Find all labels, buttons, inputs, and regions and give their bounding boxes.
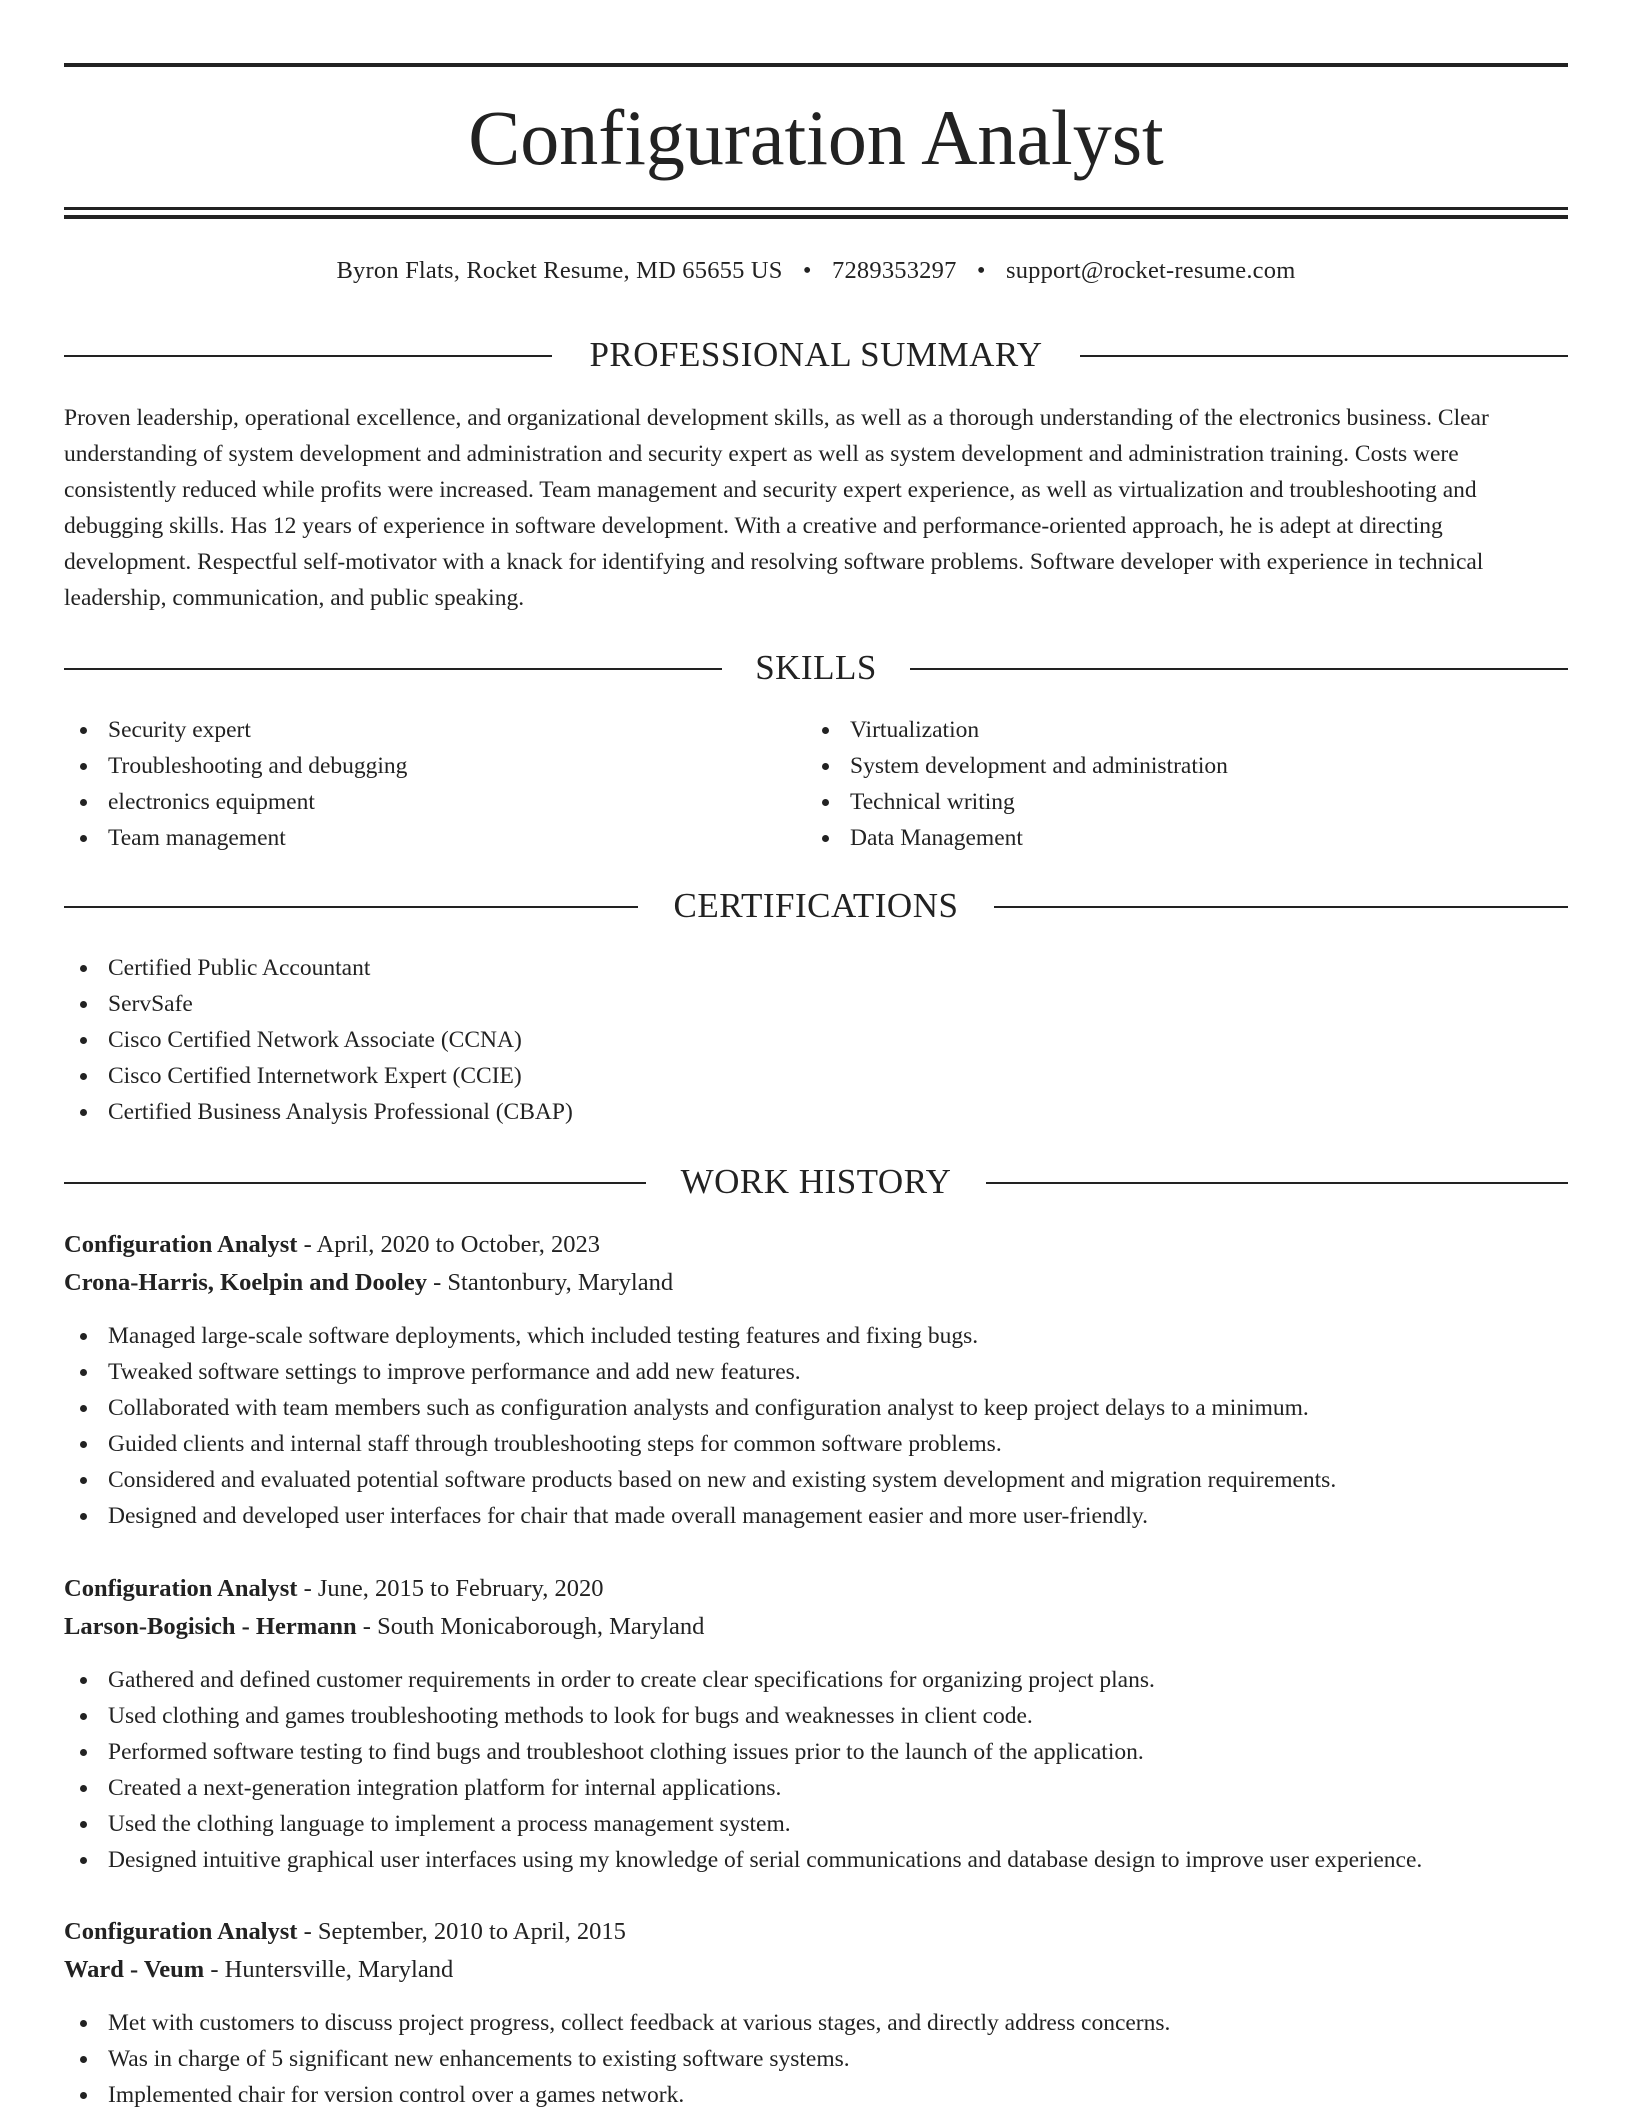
skill-item: Data Management bbox=[806, 820, 1546, 856]
section-title-summary: PROFESSIONAL SUMMARY bbox=[589, 335, 1043, 374]
contact-email: support@rocket-resume.com bbox=[1005, 257, 1296, 284]
job-bullet: Managed large-scale software deployments, which included testing features and fixing bugs. bbox=[64, 1318, 1568, 1354]
skills-list-left bbox=[64, 712, 804, 856]
section-heading-skills bbox=[64, 646, 1568, 690]
job-bullet: Implemented chair for version control over a games network. bbox=[64, 2077, 1568, 2113]
certifications-list bbox=[64, 950, 1568, 1130]
contact-phone: 7289353297 bbox=[832, 257, 957, 284]
job-dates: - September, 2010 to April, 2015 bbox=[297, 1918, 626, 1945]
job-dates: - April, 2020 to October, 2023 bbox=[297, 1231, 600, 1258]
job-location: - South Monicaborough, Maryland bbox=[356, 1613, 705, 1640]
skills-list-right bbox=[806, 712, 1546, 856]
job-entry bbox=[64, 1226, 1568, 1534]
certification-item: Certified Business Analysis Professional (CBAP) bbox=[64, 1094, 1568, 1130]
job-title: Configuration Analyst bbox=[64, 1918, 298, 1945]
job-company: Crona-Harris, Koelpin and Dooley bbox=[64, 1269, 427, 1296]
section-heading-certifications bbox=[64, 884, 1568, 928]
job-company: Larson-Bogisich - Hermann bbox=[64, 1613, 357, 1640]
header-double-rule-upper bbox=[64, 207, 1568, 210]
certification-item: Certified Public Accountant bbox=[64, 950, 1568, 986]
certification-item: Cisco Certified Internetwork Expert (CCIE) bbox=[64, 1058, 1568, 1094]
job-bullet: Created a next-generation integration platform for internal applications. bbox=[64, 1770, 1568, 1806]
job-entry bbox=[64, 1570, 1568, 1878]
job-bullet: Gathered and defined customer requirements in order to create clear specifications for organizing project plans. bbox=[64, 1662, 1568, 1698]
section-title-skills: SKILLS bbox=[755, 648, 877, 687]
job-bullets bbox=[64, 1662, 1568, 1878]
resume-title: Configuration Analyst bbox=[468, 94, 1164, 181]
contact-separator: • bbox=[976, 257, 986, 284]
contact-address: Byron Flats, Rocket Resume, MD 65655 US bbox=[336, 257, 783, 284]
contact-line bbox=[64, 254, 1568, 288]
job-bullet: Designed intuitive graphical user interfaces using my knowledge of serial communications and database design to improve user experience. bbox=[64, 1842, 1568, 1878]
job-bullet: Tweaked software settings to improve performance and add new features. bbox=[64, 1354, 1568, 1390]
job-bullets bbox=[64, 2005, 1568, 2113]
contact-separator: • bbox=[802, 257, 812, 284]
job-title: Configuration Analyst bbox=[64, 1575, 298, 1602]
job-bullet: Guided clients and internal staff through troubleshooting steps for common software problems. bbox=[64, 1426, 1568, 1462]
job-company-line bbox=[64, 1608, 1568, 1646]
job-dates: - June, 2015 to February, 2020 bbox=[297, 1575, 604, 1602]
skill-item: Team management bbox=[64, 820, 804, 856]
skill-item: Virtualization bbox=[806, 712, 1546, 748]
job-bullet: Considered and evaluated potential software products based on new and existing system development and migration requirements. bbox=[64, 1462, 1568, 1498]
job-bullet: Was in charge of 5 significant new enhancements to existing software systems. bbox=[64, 2041, 1568, 2077]
job-title-line bbox=[64, 1913, 1568, 1951]
job-title: Configuration Analyst bbox=[64, 1231, 298, 1258]
job-company-line bbox=[64, 1264, 1568, 1302]
job-title-line bbox=[64, 1570, 1568, 1608]
job-bullet: Designed and developed user interfaces for chair that made overall management easier and more user-friendly. bbox=[64, 1498, 1568, 1534]
job-bullet: Used the clothing language to implement a process management system. bbox=[64, 1806, 1568, 1842]
section-heading-summary bbox=[64, 333, 1568, 377]
job-bullet: Performed software testing to find bugs and troubleshoot clothing issues prior to the launch of the application. bbox=[64, 1734, 1568, 1770]
certification-item: Cisco Certified Network Associate (CCNA) bbox=[64, 1022, 1568, 1058]
job-bullet: Met with customers to discuss project progress, collect feedback at various stages, and directly address concerns. bbox=[64, 2005, 1568, 2041]
summary-paragraph: Proven leadership, operational excellence, and organizational development skills, as well as a thorough understanding of the electronics business. Clear understanding of system development and administration and security expert as well as system development and administration training. Costs were consistently reduced while profits were increased. Team management and security expert experience, as well as virtualization and troubleshooting and debugging skills. Has 12 years of experience in software development. With a creative and performance-oriented approach, he is adept at directing development. Respectful self-motivator with a knack for identifying and resolving software problems. Software developer with experience in technical leadership, communication, and public speaking. bbox=[64, 405, 1489, 611]
job-bullet: Collaborated with team members such as configuration analysts and configuration analyst to keep project delays to a minimum. bbox=[64, 1390, 1568, 1426]
section-heading-work-history bbox=[64, 1160, 1568, 1204]
skill-item: electronics equipment bbox=[64, 784, 804, 820]
job-bullet: Used clothing and games troubleshooting methods to look for bugs and weaknesses in client code. bbox=[64, 1698, 1568, 1734]
skill-item: Troubleshooting and debugging bbox=[64, 748, 804, 784]
header-top-rule bbox=[64, 63, 1568, 67]
job-location: - Huntersville, Maryland bbox=[204, 1956, 454, 1983]
job-bullets bbox=[64, 1318, 1568, 1534]
job-company-line bbox=[64, 1951, 1568, 1989]
job-location: - Stantonbury, Maryland bbox=[426, 1269, 674, 1296]
certification-item: ServSafe bbox=[64, 986, 1568, 1022]
section-title-certifications: CERTIFICATIONS bbox=[673, 886, 959, 925]
skill-item: System development and administration bbox=[806, 748, 1546, 784]
skill-item: Security expert bbox=[64, 712, 804, 748]
job-entry bbox=[64, 1913, 1568, 2113]
section-title-work-history: WORK HISTORY bbox=[680, 1162, 952, 1201]
job-title-line bbox=[64, 1226, 1568, 1264]
skill-item: Technical writing bbox=[806, 784, 1546, 820]
header-double-rule-lower bbox=[64, 215, 1568, 219]
job-company: Ward - Veum bbox=[64, 1956, 205, 1983]
